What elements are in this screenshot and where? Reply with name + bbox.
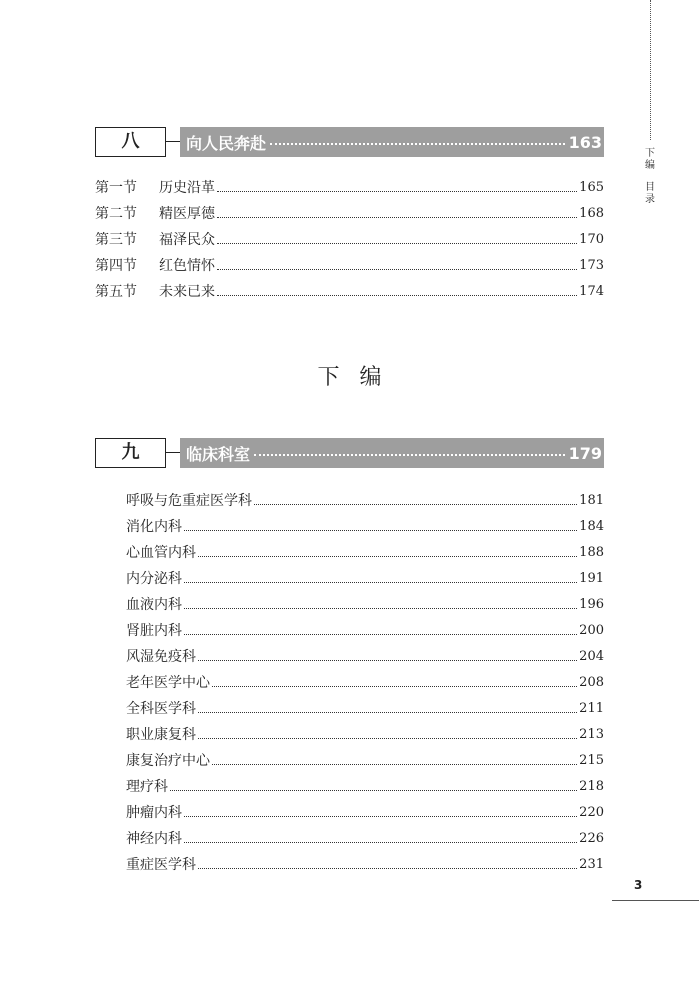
toc-entry[interactable] [126,802,604,822]
entry-title: 内分泌科 [126,571,182,587]
section-number: 第二节 [95,206,137,222]
entry-page-number: 174 [579,284,604,299]
entry-title: 福泽民众 [159,232,215,248]
entry-title: 历史沿革 [159,180,215,196]
entry-page-number: 218 [579,779,604,794]
dot-leader [184,634,577,635]
toc-entry-label [126,856,196,874]
toc-entry[interactable] [126,516,604,536]
dot-leader [198,556,577,557]
entry-title: 精医厚德 [159,206,215,222]
dot-leader [217,243,577,244]
running-head-part: 下编 [645,148,655,171]
entry-page-number: 184 [579,519,604,534]
entry-title: 血液内科 [126,597,182,613]
dot-leader [212,764,577,765]
toc-entry-label [126,596,182,614]
toc-entry[interactable] [95,177,604,197]
chapter-page: 179 [568,443,602,463]
chapter-number: 九 [95,438,166,468]
chapter-title-bar [180,438,604,468]
chapter-page: 163 [568,132,602,152]
entry-title: 肿瘤内科 [126,805,182,821]
entry-page-number: 188 [579,545,604,560]
toc-entry-label [95,179,215,197]
dot-leader [217,191,577,192]
entry-title: 未来已来 [159,284,215,300]
toc-entry-label [95,283,215,301]
dot-leader [217,295,577,296]
toc-entry[interactable] [126,854,604,874]
toc-entry[interactable] [126,490,604,510]
entry-page-number: 231 [579,857,604,872]
dot-leader [198,712,577,713]
entry-title: 康复治疗中心 [126,753,210,769]
dot-leader [254,504,577,505]
entry-title: 职业康复科 [126,727,196,743]
toc-entry-label [126,830,182,848]
dot-leader [217,269,577,270]
toc-entry-label [126,648,196,666]
running-head [641,148,659,206]
toc-entry[interactable] [126,698,604,718]
part-title: 下编 [317,365,402,390]
toc-entry-label [126,674,210,692]
dot-leader [170,790,577,791]
entry-page-number: 170 [579,232,604,247]
dot-leader [217,217,577,218]
toc-entry[interactable] [95,203,604,223]
entry-page-number: 215 [579,753,604,768]
dot-leader [184,608,577,609]
chapter-title: 临床科室 [186,444,251,464]
toc-entry[interactable] [126,724,604,744]
toc-entry-label [95,231,215,249]
toc-entry[interactable] [126,776,604,796]
dot-leader [270,143,565,145]
connector-line [166,141,180,142]
dot-leader [184,582,577,583]
toc-entry[interactable] [126,620,604,640]
footer-rule [612,900,699,901]
running-head-section: 目录 [645,182,655,205]
dot-leader [212,686,577,687]
toc-entry-label [126,778,168,796]
section-number: 第三节 [95,232,137,248]
entry-title: 老年医学中心 [126,675,210,691]
toc-entry[interactable] [95,229,604,249]
entry-title: 红色情怀 [159,258,215,274]
dot-leader [184,842,577,843]
toc-entry-label [126,570,182,588]
dot-leader [198,660,577,661]
entry-title: 呼吸与危重症医学科 [126,493,252,509]
entry-title: 心血管内科 [126,545,196,561]
toc-entry-label [126,752,210,770]
entry-title: 消化内科 [126,519,182,535]
entry-page-number: 191 [579,571,604,586]
toc-entry-label [126,726,196,744]
dot-leader [198,868,577,869]
page-number: 3 [634,878,643,892]
entry-page-number: 204 [579,649,604,664]
toc-entry[interactable] [126,828,604,848]
entry-title: 重症医学科 [126,857,196,873]
dot-leader [184,816,577,817]
toc-entry-label [95,205,215,223]
toc-entry-label [126,544,196,562]
section-number: 第一节 [95,180,137,196]
entry-page-number: 181 [579,493,604,508]
toc-entry-label [126,700,196,718]
section-number: 第四节 [95,258,137,274]
toc-entry[interactable] [126,750,604,770]
entry-page-number: 220 [579,805,604,820]
dot-leader [254,454,565,456]
toc-entry[interactable] [95,281,604,301]
toc-entry[interactable] [126,568,604,588]
toc-entry-label [126,492,252,510]
toc-entry-label [95,257,215,275]
entry-title: 理疗科 [126,779,168,795]
toc-entry-label [126,518,182,536]
connector-line [166,452,180,453]
toc-entry[interactable] [126,594,604,614]
entry-page-number: 213 [579,727,604,742]
entry-title: 全科医学科 [126,701,196,717]
chapter-number: 八 [95,127,166,157]
entry-title: 风湿免疫科 [126,649,196,665]
entry-title: 神经内科 [126,831,182,847]
toc-entry-label [126,804,182,822]
toc-entry[interactable] [95,255,604,275]
entry-title: 肾脏内科 [126,623,182,639]
dot-leader [184,530,577,531]
toc-entry[interactable] [126,542,604,562]
chapter-title-bar [180,127,604,157]
chapter-9-header[interactable] [95,438,604,470]
toc-entry[interactable] [126,646,604,666]
toc-entry[interactable] [126,672,604,692]
entry-page-number: 208 [579,675,604,690]
margin-dotted-rule [650,0,651,140]
entry-page-number: 196 [579,597,604,612]
entry-page-number: 200 [579,623,604,638]
chapter-title: 向人民奔赴 [186,133,267,153]
section-number: 第五节 [95,284,137,300]
entry-page-number: 211 [579,701,604,716]
entry-page-number: 165 [579,180,604,195]
entry-page-number: 168 [579,206,604,221]
toc-entry-label [126,622,182,640]
dot-leader [198,738,577,739]
entry-page-number: 226 [579,831,604,846]
entry-page-number: 173 [579,258,604,273]
chapter-8-header[interactable] [95,127,604,159]
